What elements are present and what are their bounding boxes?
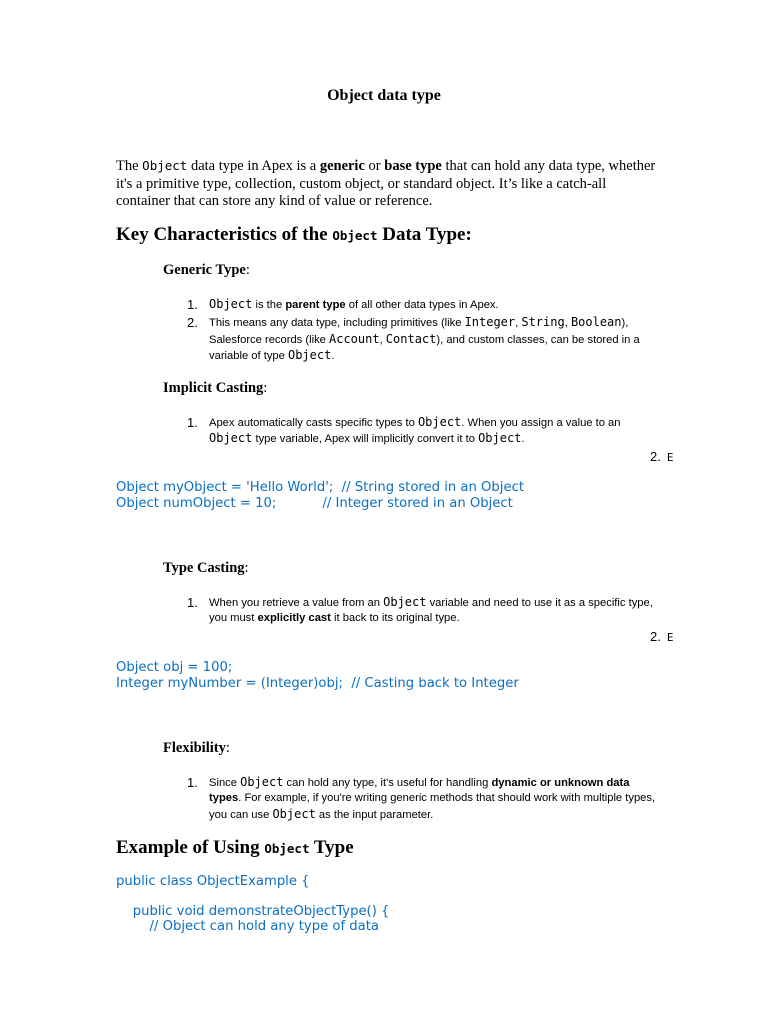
heading-generic-type: Generic Type:	[163, 262, 250, 278]
list-item: 1. Object is the parent type of all other data types in Apex.	[187, 297, 499, 312]
heading-key-characteristics: Key Characteristics of the Object Data Type:	[116, 224, 472, 245]
bold-text: base type	[384, 158, 442, 174]
generic-type-list	[163, 297, 663, 366]
list-item: 1. Apex automatically casts specific types to Object. When you assign a value to an Object type variable, Apex will implicitly convert it to Object.	[187, 415, 621, 446]
flexibility-list	[163, 775, 663, 825]
list-marker-overflow: 2. E	[650, 629, 674, 644]
inline-code: Object	[142, 158, 188, 173]
heading-example: Example of Using Object Type	[116, 837, 354, 858]
implicit-casting-list	[163, 415, 663, 450]
code-line: public class ObjectExample {	[116, 874, 310, 889]
bold-text: generic	[319, 158, 365, 174]
code-line: Integer myNumber = (Integer)obj; // Casting back to Integer	[116, 675, 519, 691]
code-line: public void demonstrateObjectType() {	[116, 903, 390, 919]
list-item: 1. Since Object can hold any type, it's useful for handling dynamic or unknown data types. For example, if you're writing generic methods that should work with multiple types, you can use Object as the input parameter.	[187, 775, 656, 821]
inline-code: Object	[264, 841, 310, 856]
inline-code: Object	[332, 228, 378, 243]
heading-flexibility: Flexibility:	[163, 740, 230, 756]
list-item: 2. This means any data type, including primitives (like Integer, String, Boolean), Salesforce records (like Account, Contact), and custom classes, can be stored in a variable of type Object.	[187, 315, 640, 362]
intro-paragraph: The Object data type in Apex is a generic or base type that can hold any data type, whether it's a primitive type, collection, custom object, or standard object. It’s like a catch-all container that can store any kind of value or reference.	[116, 158, 656, 209]
code-line: // Object can hold any type of data	[116, 919, 379, 934]
page-title: Object data type	[327, 87, 441, 104]
code-line: Object myObject = 'Hello World'; // String stored in an Object	[116, 480, 525, 495]
code-line: Object numObject = 10; // Integer stored in an Object	[116, 495, 513, 511]
list-marker-overflow: 2. E	[650, 449, 674, 464]
code-blank-line	[116, 890, 389, 904]
code-block-example	[116, 874, 389, 935]
code-line: Object obj = 100;	[116, 660, 233, 675]
list-item: 1. When you retrieve a value from an Object variable and need to use it as a specific type, you must explicitly cast it back to its original type.	[187, 595, 653, 625]
code-block-casting	[116, 660, 519, 691]
code-block-implicit	[116, 480, 524, 511]
type-casting-list	[163, 595, 663, 629]
heading-type-casting: Type Casting:	[163, 560, 249, 576]
heading-implicit-casting: Implicit Casting:	[163, 380, 268, 396]
